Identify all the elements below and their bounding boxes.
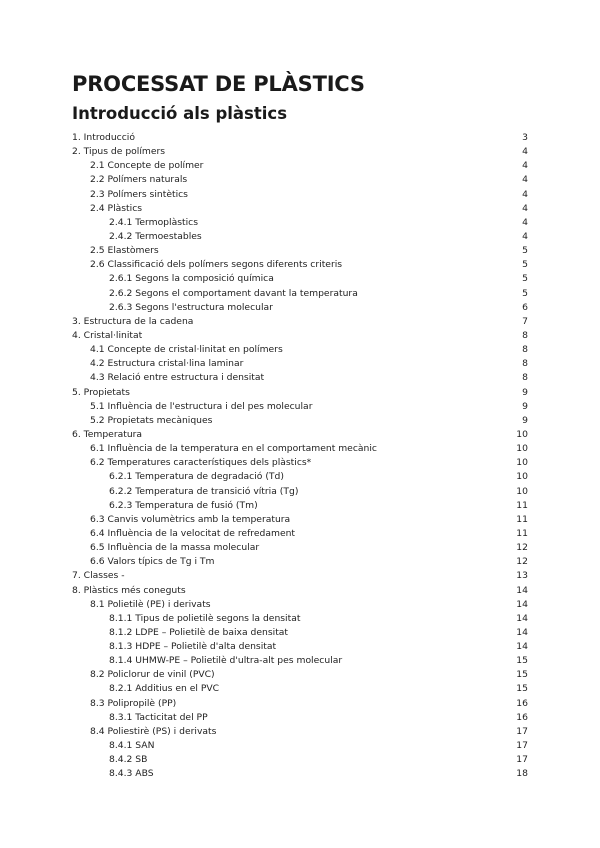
toc-entry-title: 6.2.2 Temperatura de transició vítria (Tg) <box>109 485 299 497</box>
toc-entry-title: 8.1.3 HDPE – Polietilè d'alta densitat <box>109 641 277 653</box>
toc-entry[interactable] <box>72 244 528 258</box>
toc-entry-title: 6.1 Influència de la temperatura en el comportament mecànic <box>90 443 377 455</box>
document-title: PROCESSAT DE PLÀSTICS <box>72 72 365 96</box>
toc-entry-title: 8.1.4 UHMW-PE – Polietilè d'ultra-alt pes molecular <box>109 655 343 667</box>
toc-entry-title: 3. Estructura de la cadena <box>72 315 194 327</box>
toc-entry[interactable] <box>72 598 528 612</box>
table-of-contents <box>72 131 528 781</box>
toc-entry-title: 4. Cristal·linitat <box>72 329 143 341</box>
toc-entry-title: 2.5 Elastòmers <box>90 245 159 257</box>
toc-entry-title: 2.6 Classificació dels polímers segons diferents criteris <box>90 259 343 271</box>
toc-entry-page-number: 12 <box>516 542 528 554</box>
toc-entry-page-number: 9 <box>522 400 528 412</box>
toc-entry-page-number: 4 <box>522 188 528 200</box>
toc-entry-page-number: 9 <box>522 414 528 426</box>
toc-entry-title: 7. Classes - <box>72 570 125 582</box>
toc-entry-page-number: 4 <box>522 146 528 158</box>
toc-entry[interactable] <box>72 145 528 159</box>
toc-entry-page-number: 14 <box>516 626 528 638</box>
toc-entry-page-number: 4 <box>522 174 528 186</box>
toc-entry[interactable] <box>72 767 528 781</box>
toc-entry[interactable] <box>72 513 528 527</box>
toc-entry[interactable] <box>72 315 528 329</box>
toc-entry-title: 5. Propietats <box>72 386 130 398</box>
toc-entry[interactable] <box>72 216 528 230</box>
toc-entry-title: 2.4.1 Termoplàstics <box>109 216 198 228</box>
toc-entry[interactable] <box>72 202 528 216</box>
toc-entry-page-number: 11 <box>516 499 528 511</box>
toc-entry-page-number: 7 <box>522 315 528 327</box>
toc-entry-title: 4.3 Relació entre estructura i densitat <box>90 372 265 384</box>
toc-entry-title: 1. Introducció <box>72 132 135 143</box>
toc-entry-page-number: 11 <box>516 513 528 525</box>
toc-entry-title: 8.1.2 LDPE – Polietilè de baixa densitat <box>109 626 289 638</box>
toc-entry-page-number: 15 <box>516 669 528 681</box>
toc-entry[interactable] <box>72 159 528 173</box>
toc-entry[interactable] <box>72 428 528 442</box>
toc-entry-page-number: 5 <box>522 273 528 285</box>
toc-entry[interactable] <box>72 400 528 414</box>
toc-entry-title: 2.6.3 Segons l'estructura molecular <box>109 301 273 313</box>
toc-entry-page-number: 14 <box>516 612 528 624</box>
document-page <box>72 70 528 781</box>
toc-entry-title: 8.4.3 ABS <box>109 768 154 780</box>
toc-entry-page-number: 4 <box>522 160 528 172</box>
toc-entry[interactable] <box>72 371 528 385</box>
toc-entry-title: 2. Tipus de polímers <box>72 146 166 158</box>
toc-entry-page-number: 12 <box>516 556 528 568</box>
toc-entry-page-number: 13 <box>516 570 528 582</box>
toc-entry-title: 8.3 Polipropilè (PP) <box>90 697 177 709</box>
document-subtitle: Introducció als plàstics <box>72 104 288 123</box>
toc-entry[interactable] <box>72 499 528 513</box>
toc-entry-title: 6.6 Valors típics de Tg i Tm <box>90 556 215 568</box>
toc-entry-page-number: 4 <box>522 216 528 228</box>
toc-entry[interactable] <box>72 329 528 343</box>
toc-entry[interactable] <box>72 357 528 371</box>
toc-entry-title: 6.2.3 Temperatura de fusió (Tm) <box>109 499 258 511</box>
toc-entry[interactable] <box>72 626 528 640</box>
toc-entry-title: 8.3.1 Tacticitat del PP <box>109 711 208 723</box>
toc-entry-page-number: 17 <box>516 725 528 737</box>
toc-entry-title: 8.4.1 SAN <box>109 740 155 752</box>
toc-entry-title: 8.1 Polietilè (PE) i derivats <box>90 598 211 610</box>
toc-entry[interactable] <box>72 414 528 428</box>
toc-entry-page-number: 14 <box>516 641 528 653</box>
toc-entry-title: 5.1 Influència de l'estructura i del pes molecular <box>90 400 313 412</box>
toc-entry-page-number: 10 <box>516 471 528 483</box>
toc-entry-title: 6.5 Influència de la massa molecular <box>90 542 260 554</box>
toc-entry-page-number: 10 <box>516 457 528 469</box>
toc-entry-page-number: 4 <box>522 202 528 214</box>
toc-entry-page-number: 3 <box>522 132 528 143</box>
toc-entry-title: 6. Temperatura <box>72 428 143 440</box>
toc-entry-title: 8.2.1 Additius en el PVC <box>109 683 220 695</box>
toc-entry[interactable] <box>72 612 528 626</box>
toc-entry-page-number: 8 <box>522 372 528 384</box>
toc-entry-title: 8.2 Policlorur de vinil (PVC) <box>90 669 215 681</box>
toc-entry[interactable] <box>72 584 528 598</box>
toc-entry-page-number: 9 <box>522 386 528 398</box>
toc-entry[interactable] <box>72 301 528 315</box>
toc-entry-page-number: 15 <box>516 683 528 695</box>
toc-entry[interactable] <box>72 555 528 569</box>
toc-entry[interactable] <box>72 682 528 696</box>
toc-entry-page-number: 14 <box>516 584 528 596</box>
toc-entry-page-number: 10 <box>516 485 528 497</box>
toc-entry-page-number: 17 <box>516 740 528 752</box>
toc-entry[interactable] <box>72 654 528 668</box>
toc-entry-title: 5.2 Propietats mecàniques <box>90 414 213 426</box>
toc-entry-page-number: 11 <box>516 527 528 539</box>
toc-entry[interactable] <box>72 230 528 244</box>
toc-entry-title: 4.1 Concepte de cristal·linitat en polímers <box>90 344 283 356</box>
toc-entry[interactable] <box>72 541 528 555</box>
toc-entry-page-number: 14 <box>516 598 528 610</box>
toc-entry[interactable] <box>72 386 528 400</box>
toc-entry[interactable] <box>72 456 528 470</box>
toc-entry-title: 2.4 Plàstics <box>90 202 143 214</box>
toc-entry-page-number: 15 <box>516 655 528 667</box>
toc-entry-page-number: 8 <box>522 329 528 341</box>
toc-entry-page-number: 4 <box>522 230 528 242</box>
toc-entry[interactable] <box>72 753 528 767</box>
toc-entry[interactable] <box>72 287 528 301</box>
toc-entry-page-number: 8 <box>522 344 528 356</box>
toc-entry[interactable] <box>72 188 528 202</box>
toc-entry-title: 8.4 Poliestirè (PS) i derivats <box>90 725 217 737</box>
toc-entry-page-number: 17 <box>516 754 528 766</box>
toc-entry-title: 4.2 Estructura cristal·lina laminar <box>90 358 244 370</box>
toc-entry[interactable] <box>72 442 528 456</box>
toc-entry[interactable] <box>72 711 528 725</box>
toc-entry-title: 2.3 Polímers sintètics <box>90 188 188 200</box>
toc-entry-page-number: 16 <box>516 711 528 723</box>
toc-entry-page-number: 6 <box>522 301 528 313</box>
toc-entry-title: 6.4 Influència de la velocitat de refredament <box>90 527 296 539</box>
toc-entry-title: 2.6.2 Segons el comportament davant la temperatura <box>109 287 358 299</box>
toc-entry[interactable] <box>72 343 528 357</box>
toc-entry-title: 8.1.1 Tipus de polietilè segons la densitat <box>109 612 301 624</box>
toc-entry-page-number: 5 <box>522 287 528 299</box>
toc-entry[interactable] <box>72 272 528 286</box>
toc-entry-page-number: 10 <box>516 443 528 455</box>
toc-entry[interactable] <box>72 470 528 484</box>
toc-entry[interactable] <box>72 131 528 145</box>
toc-entry[interactable] <box>72 668 528 682</box>
toc-entry[interactable] <box>72 258 528 272</box>
toc-entry-title: 6.2 Temperatures característiques dels plàstics* <box>90 457 312 469</box>
toc-entry-page-number: 18 <box>516 768 528 780</box>
toc-entry-page-number: 10 <box>516 428 528 440</box>
toc-entry[interactable] <box>72 739 528 753</box>
toc-entry-title: 6.2.1 Temperatura de degradació (Td) <box>109 471 284 483</box>
toc-entry-title: 2.4.2 Termoestables <box>109 230 202 242</box>
toc-entry-page-number: 5 <box>522 259 528 271</box>
toc-entry-page-number: 5 <box>522 245 528 257</box>
toc-entry[interactable] <box>72 569 528 583</box>
toc-entry[interactable] <box>72 173 528 187</box>
toc-entry-title: 8.4.2 SB <box>109 754 148 766</box>
toc-entry-title: 6.3 Canvis volumètrics amb la temperatura <box>90 513 291 525</box>
toc-entry-title: 2.6.1 Segons la composició química <box>109 273 274 285</box>
toc-entry-page-number: 8 <box>522 358 528 370</box>
toc-entry[interactable] <box>72 527 528 541</box>
toc-entry[interactable] <box>72 697 528 711</box>
toc-entry-title: 8. Plàstics més coneguts <box>72 584 186 596</box>
toc-entry[interactable] <box>72 485 528 499</box>
toc-entry-page-number: 16 <box>516 697 528 709</box>
toc-entry[interactable] <box>72 725 528 739</box>
toc-entry[interactable] <box>72 640 528 654</box>
toc-entry-title: 2.1 Concepte de polímer <box>90 160 204 172</box>
toc-entry-title: 2.2 Polímers naturals <box>90 174 188 186</box>
